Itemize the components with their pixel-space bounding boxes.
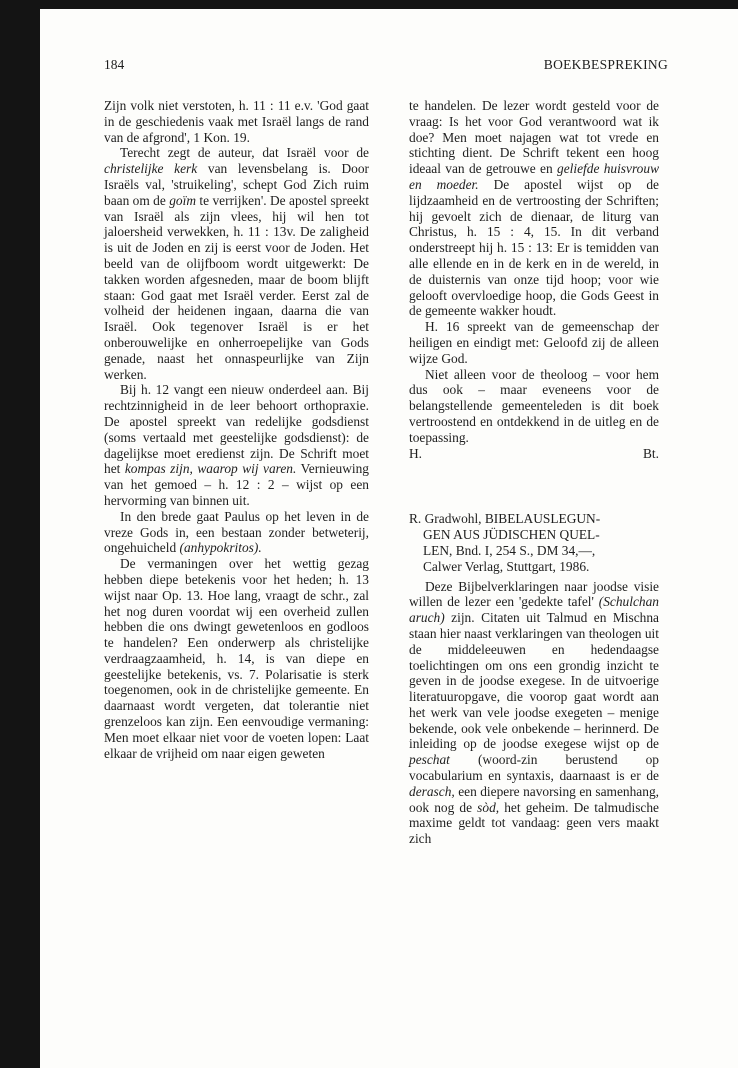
review-text xyxy=(409,579,659,848)
scan-left-border xyxy=(0,0,40,1068)
italic-text: derasch, xyxy=(409,783,455,799)
text-run: het geheim. De talmudische maxime geldt tot vandaag: geen vers maakt zich xyxy=(409,799,659,847)
book-reference-line: Calwer Verlag, Stuttgart, 1986. xyxy=(423,558,590,574)
italic-text: (anhypokritos). xyxy=(179,540,262,556)
running-head: BOEKBESPREKING xyxy=(543,57,668,72)
review-signature xyxy=(409,446,659,462)
text-run: Zijn volk niet verstoten, h. 11 : 11 e.v. 'God gaat in de geschiedenis vaak met Israël langs de rand van de afgrond', 1 Kon. 19. xyxy=(104,98,369,145)
text-run: zijn. Citaten uit Talmud en Mischna staan hier naast verklaringen van theologen uit de middeleeuwen en hedendaagse toelichtingen om ons een grondig inzicht te geven in de joodse exegese. In de uitvoerige literatuuropgave, die voorop gaat wordt aan het werk van vele joodse exegeten – menige bekende, ook vele onbekende – herinnerd. De inleiding op de joodse exegese wijst op de xyxy=(409,610,659,752)
page-header xyxy=(104,57,668,77)
book-reference-line: LEN, Bnd. I, 254 S., DM 34,—, xyxy=(423,542,596,558)
paragraph xyxy=(409,367,659,446)
text-run: Niet alleen voor de theoloog – voor hem dus ook – maar eveneens voor de belangstellende gemeenteleden is dit boek vertroostend en ontdekkend in de uitleg en de toepassing. xyxy=(409,366,659,445)
text-run: een diepere navorsing en samenhang, ook nog de xyxy=(409,783,659,815)
italic-text: kompas zijn, waarop wij varen. xyxy=(124,461,297,477)
left-column-text xyxy=(104,98,369,761)
paragraph xyxy=(104,556,369,761)
page-number: 184 xyxy=(104,57,125,72)
italic-text: peschat xyxy=(409,752,450,768)
text-run: Bij h. 12 vangt een nieuw onderdeel aan. Bij rechtzinnigheid in de leer behoort orthopraxie. De apostel spreekt van redelijke godsdienst (soms vertaald met geestelijke godsdienst): de dagelijkse moet eredienst zijn. De Schrift moet het xyxy=(104,382,369,477)
text-run: Terecht zegt de auteur, dat Israël voor de xyxy=(120,145,369,161)
text-run: Deze Bijbelverklaringen naar joodse visie willen de lezer een 'gedekte tafel' xyxy=(409,578,659,610)
paragraph xyxy=(409,319,659,366)
paragraph xyxy=(104,145,369,382)
paragraph xyxy=(409,579,659,848)
right-column-text xyxy=(409,98,659,446)
left-column xyxy=(104,98,369,761)
italic-text: goïm xyxy=(169,192,197,208)
paragraph xyxy=(409,98,659,319)
italic-text: christelijke kerk xyxy=(104,161,198,177)
text-run: van levensbelang is. Door Israëls val, 'struikeling', schept God Zich ruim baan om de xyxy=(104,161,369,208)
text-run: De apostel wijst op de lijdzaamheid en de vertroosting der Schriften; hij gevoelt zich de dienaar, de liturg van Christus, h. 15 : 4, 15. In dit verband onderstreept hij h. 15 : 13: Er is temidden van alle ellende en in de kerk en in de wereld, in de duisternis van onze tijd hoop; voor wie gelooft overvloedige hoop, die Gods Geest in de gemeente wakker houdt. xyxy=(409,176,659,319)
text-run: In den brede gaat Paulus op het leven in de vreze Gods in, een bestaan zonder betweterij, ongehuicheld xyxy=(104,508,369,556)
italic-text: sòd, xyxy=(477,799,500,815)
book-reference-line: GEN AUS JÜDISCHEN QUEL- xyxy=(423,527,600,543)
text-run: De vermaningen over het wettig gezag hebben diepe betekenis voor het heden; h. 13 wijst naar Op. 13. Hoe lang, vraagt de schr., zal het nog duren voordat wij een overheid zullen hebben die ons dwingt gewetenloos en godloos te handelen? Een onderwerp als christelijke verdraagzaamheid, h. 14, is van diepe en geestelijke betekenis, vs. 7. Polarisatie is sterk toegenomen, ook in de christelijke gemeente. En daarnaast wordt vergeten, dat tolerantie niet grenzeloos kan zijn. Een eenvoudige vermaning: Men moet elkaar niet voor de voeten lopen: Laat elkaar de vrijheid om naar eigen geweten xyxy=(104,556,369,761)
paragraph xyxy=(104,382,369,508)
book-reference xyxy=(409,511,659,574)
italic-text: (Schulchan aruch) xyxy=(409,594,659,626)
section-spacer xyxy=(409,461,659,511)
text-run: H. 16 spreekt van de gemeenschap der heiligen en eindigt met: Geloofd zij de alleen wijze God. xyxy=(409,319,659,366)
signature-initial-left: H. xyxy=(409,445,423,461)
text-run: te verrijken'. De apostel spreekt van Israël als zijn vlees, hij wil hen tot jaloersheid verwekken, h. 11 : 13v. De zaligheid is uit de Joden en zij is eerst voor de Joden. Het beeld van de olijfboom wordt uitgewerkt: De takken worden afgesneden, maar de boom blijft staan: God gaat met Israël verder. Eerst zal de volheid der heidenen ingaan, daarna die van Israël. Ook tegenover Israël is er het onberouwelijke en onherroepelijke van Gods genade, naast het onnaspeurlijke van Zijn werken. xyxy=(104,192,369,382)
text-run: (woord-zin berustend op vocabularium en syntaxis, daarnaast is er de xyxy=(409,752,659,784)
text-run: te handelen. De lezer wordt gesteld voor de vraag: Is het voor God verantwoord wat ik doe? Men moet najagen wat tot vrede en stichting dient. De Schrift tekent een hoog ideaal van de getrouwe en xyxy=(409,98,659,177)
text-run: Vernieuwing van het gemoed – h. 12 : 2 – wijst op een hervorming van binnen uit. xyxy=(104,461,369,508)
right-column xyxy=(409,98,659,847)
paragraph xyxy=(104,98,369,145)
italic-text: geliefde huisvrouw en moeder. xyxy=(409,161,660,192)
book-reference-line: R. Gradwohl, BIBELAUSLEGUN- xyxy=(409,511,601,527)
signature-initial-right: Bt. xyxy=(643,445,659,461)
paragraph xyxy=(104,509,369,556)
scan-top-border xyxy=(0,0,738,9)
